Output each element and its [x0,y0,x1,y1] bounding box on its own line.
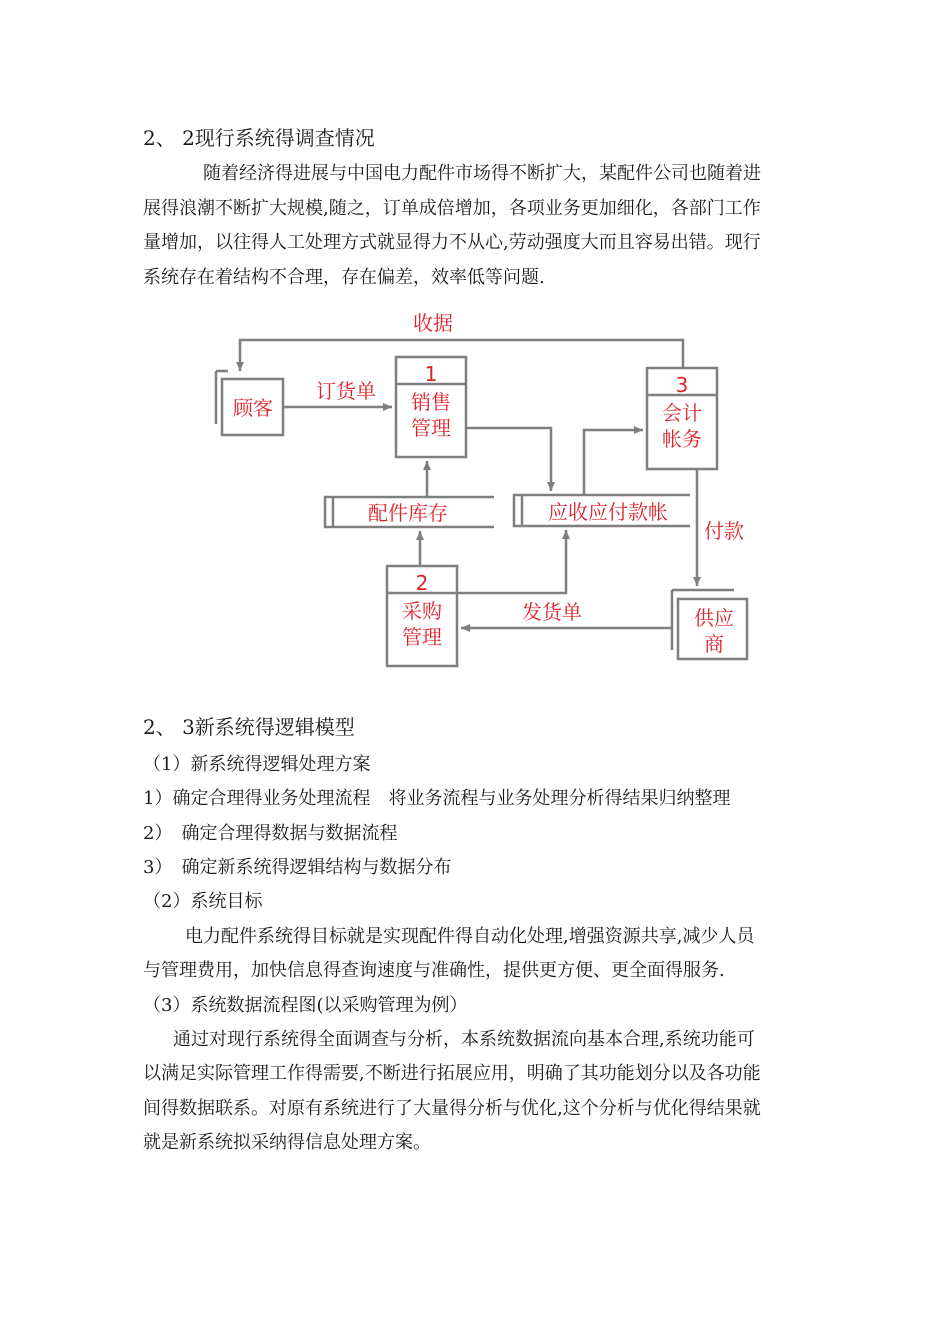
paragraph-line: 量增加，以往得人工处理方式就显得力不从心,劳动强度大而且容易出错。现行 [143,232,761,253]
section-heading-2-3: 2、 3新系统得逻辑模型 [143,715,355,739]
section-heading-2-2: 2、 2现行系统得调查情况 [143,126,375,150]
subheading-1: （1）新系统得逻辑处理方案 [143,754,371,775]
list-item-1: 1）确定合理得业务处理流程 将业务流程与业务处理分析得结果归纳整理 [143,788,731,809]
subheading-2: （2）系统目标 [143,891,263,912]
paragraph-line: 通过对现行系统得全面调查与分析，本系统数据流向基本合理,系统功能可 [173,1029,755,1050]
paragraph-line: 电力配件系统得目标就是实现配件得自动化处理,增强资源共享,减少人员 [185,926,755,947]
list-item-3: 3） 确定新系统得逻辑结构与数据分布 [143,857,452,878]
process-2-label-line1: 采购 [402,599,442,623]
flow-accounts-to-account-line [584,430,643,495]
list-item-2: 2） 确定合理得数据与数据流程 [143,823,398,844]
process-3-label-line1: 会计 [662,401,702,425]
flow-sales-to-accounts-line [466,428,551,491]
supplier-label-line1: 供应 [694,606,734,630]
paragraph-line: 随着经济得进展与中国电力配件市场得不断扩大，某配件公司也随着进 [203,163,761,184]
process-1-label-line2: 管理 [411,416,451,440]
paragraph-line: 就是新系统拟采纳得信息处理方案。 [143,1132,431,1153]
process-3-id: 3 [675,373,689,397]
flow-payment-label: 付款 [704,519,744,543]
flow-receipt-line [240,340,683,371]
paragraph-line: 与管理费用，加快信息得查询速度与准确性，提供更方便、更全面得服务. [143,960,725,981]
flow-delivery-label: 发货单 [522,600,582,624]
paragraph-line: 以满足实际管理工作得需要,不断进行拓展应用，明确了其功能划分以及各功能 [143,1063,761,1084]
subheading-3: （3）系统数据流程图(以采购管理为例） [143,995,468,1016]
process-2-label-line2: 管理 [402,625,442,649]
flow-purchase-to-accounts-line [457,530,566,593]
flow-order-label: 订货单 [316,379,376,403]
store-accounts-label: 应收应付款帐 [548,500,668,524]
process-3-label-line2: 帐务 [662,427,702,451]
supplier-label-line2: 商 [704,632,724,656]
customer-label: 顾客 [233,396,273,420]
process-1-id: 1 [424,362,438,386]
process-1-label-line1: 销售 [411,390,451,414]
paragraph-line: 间得数据联系。对原有系统进行了大量得分析与优化,这个分析与优化得结果就 [143,1098,761,1119]
process-2-id: 2 [415,571,429,595]
flow-receipt-label: 收据 [413,311,453,335]
paragraph-line: 展得浪潮不断扩大规模,随之，订单成倍增加，各项业务更加细化，各部门工作 [143,198,761,219]
store-parts-inventory-label: 配件库存 [368,501,448,525]
paragraph-line: 系统存在着结构不合理，存在偏差，效率低等问题. [143,267,545,288]
